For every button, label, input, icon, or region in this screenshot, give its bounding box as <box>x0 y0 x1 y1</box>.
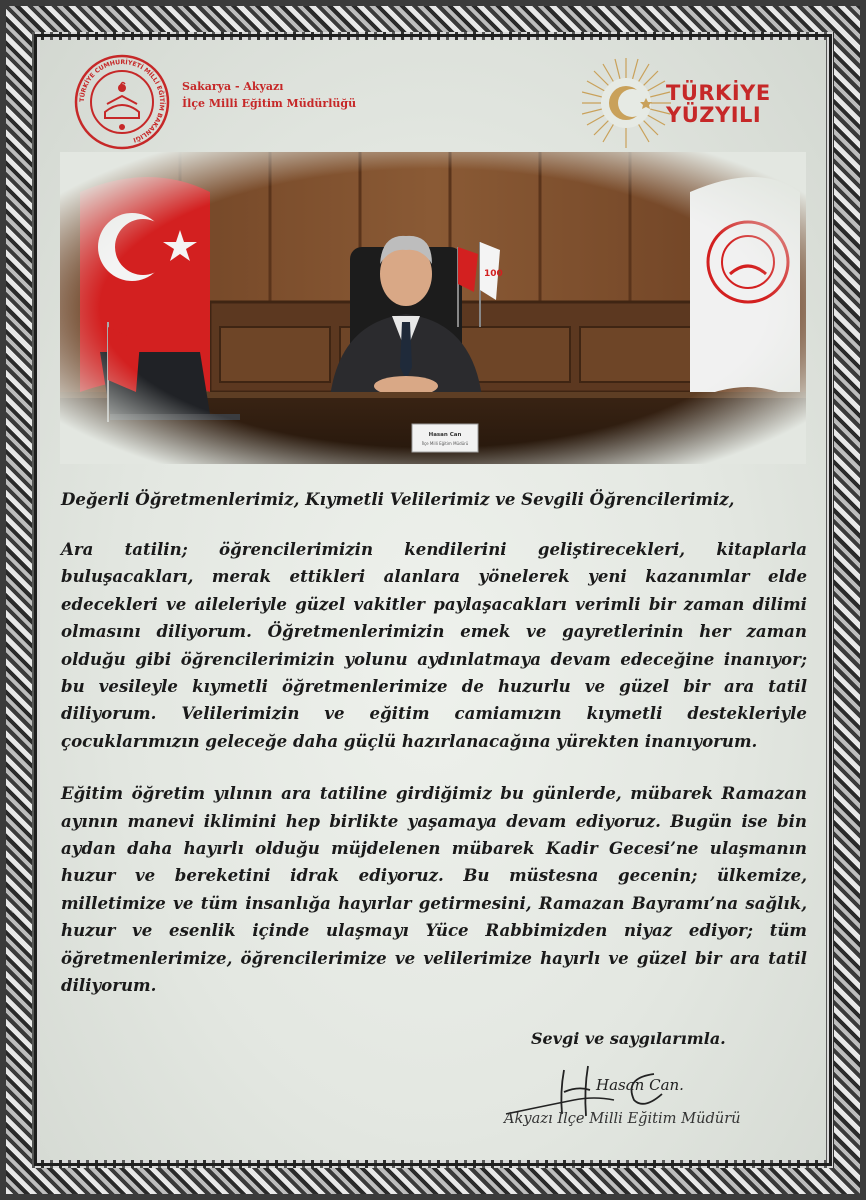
paragraph-1: Ara tatilin; öğrencilerimizin kendilerini geliştirecekleri, kitaplarla buluşacakları, merak ettikleri alanlara yönelerek yeni kazanımlar elde edecekleri ve aileleriyle güzel vakitler paylaşacakları verimli bir zaman dilimi olmasını diliyorum. Öğretmenlerimizin emek ve gayretlerinin her zaman olduğu gibi öğrencilerimizin yolunu aydınlatmaya devam edeceğine inanıyor; bu vesileyle kıymetli öğretmenlerimize de huzurlu ve güzel bir ara tatil diliyorum. Velilerimizin ve eğitim camiamızın kıymetli destekleriyle çocuklarımızın geleceğe daha güçlü hazırlanacağına yürekten inanıyorum. <box>61 539 807 751</box>
paragraph-2: Eğitim öğretim yılının ara tatiline girdiğimiz bu günlerde, mübarek Ramazan ayının manevi iklimini hep birlikte yaşamaya devam ediyoruz. Bugün ise bin aydan daha hayırlı olduğu müjdelenen mübarek Kadir Gecesi’ne ulaşmanın huzur ve bereketini idrak ediyoruz. Bu müstesna gecenin; ülkemize, milletimize ve tüm insanlığa hayırlar getirmesini, Ramazan Bayramı’na sağlık, huzur ve esenlik içinde ulaşmayı Yüce Rabbimizden niyaz ediyor; tüm öğretmenlerimize, öğrencilerimize ve velilerimize hayırlı ve güzel bir ara tatil diliyorum. <box>61 783 807 996</box>
brand-wordmark: TÜRKİYE YÜZYILI <box>666 81 771 127</box>
meb-emblem-logo <box>74 54 170 150</box>
closing-line: Sevgi ve saygılarımla. <box>531 1029 726 1048</box>
salutation: Değerli Öğretmenlerimiz, Kıymetli Velilerimiz ve Sevgili Öğrencilerimiz, <box>61 489 735 509</box>
svg-text:TÜRKİYE CUMHURİYETİ MİLLİ EĞİT: TÜRKİYE CUMHURİYETİ MİLLİ EĞİTİM BAKANLIĞI <box>78 58 166 144</box>
signature-title: Akyazı İlçe Milli Eğitim Müdürü <box>504 1110 741 1127</box>
institution-name: Sakarya - Akyazı İlçe Milli Eğitim Müdürlüğü <box>182 80 357 110</box>
director-office-photo <box>60 152 806 464</box>
svg-text:Hasan Can.: Hasan Can. <box>596 1076 684 1094</box>
letter-body <box>61 486 807 1000</box>
turkiye-yuzyili-logo <box>582 54 792 152</box>
letter-paper <box>40 40 826 1160</box>
